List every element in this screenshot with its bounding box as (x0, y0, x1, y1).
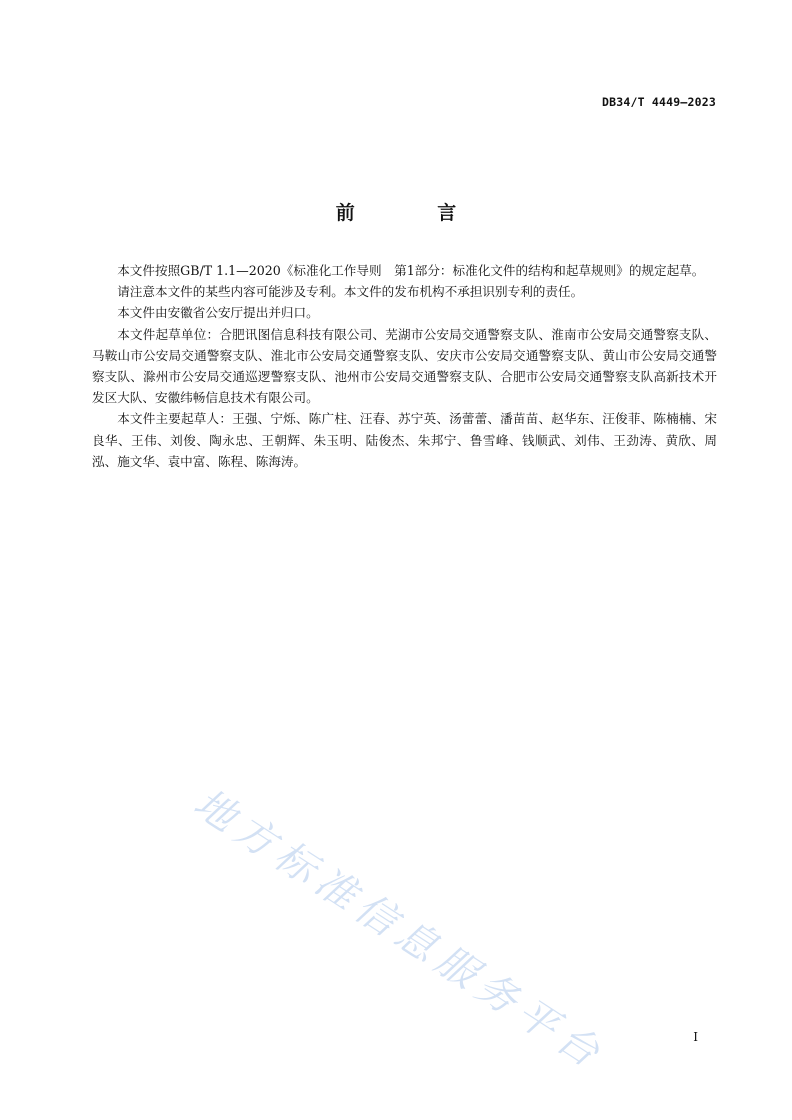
paragraph-proposer: 本文件由安徽省公安厅提出并归口。 (117, 305, 319, 321)
paragraph-patent-notice: 请注意本文件的某些内容可能涉及专利。本文件的发布机构不承担识别专利的责任。 (117, 284, 584, 300)
page-title: 前 言 (335, 202, 495, 224)
watermark: 地方标准信息服务平台 (185, 780, 614, 1081)
document-code: DB34/T 4449—2023 (602, 95, 716, 109)
paragraph-drafting-rules: 本文件按照GB/T 1.1—2020《标准化工作导则 第1部分：标准化文件的结构和起草规则》的规定起草。 (117, 263, 705, 278)
paragraph-drafters: 本文件主要起草人：王强、宁烁、陈广柱、汪春、苏宁英、汤蕾蕾、潘苗苗、赵华东、汪俊菲、陈楠楠、宋良华、王伟、刘俊、陶永忠、王朝辉、朱玉明、陆俊杰、朱邦宁、鲁雪峰、钱顺武、刘伟、王劲涛、黄欣、周泓、施文华、袁中富、陈程、陈海涛。 (92, 411, 717, 469)
paragraph-drafting-units: 本文件起草单位：合肥讯图信息科技有限公司、芜湖市公安局交通警察支队、淮南市公安局交通警察支队、马鞍山市公安局交通警察支队、淮北市公安局交通警察支队、安庆市公安局交通警察支队、黄山市公安局交通警察支队、滁州市公安局交通巡逻警察支队、池州市公安局交通警察支队、合肥市公安局交通警察支队高新技术开发区大队、安徽纬畅信息技术有限公司。 (92, 326, 717, 406)
page-number: I (693, 1030, 698, 1044)
foreword-body (92, 260, 717, 472)
